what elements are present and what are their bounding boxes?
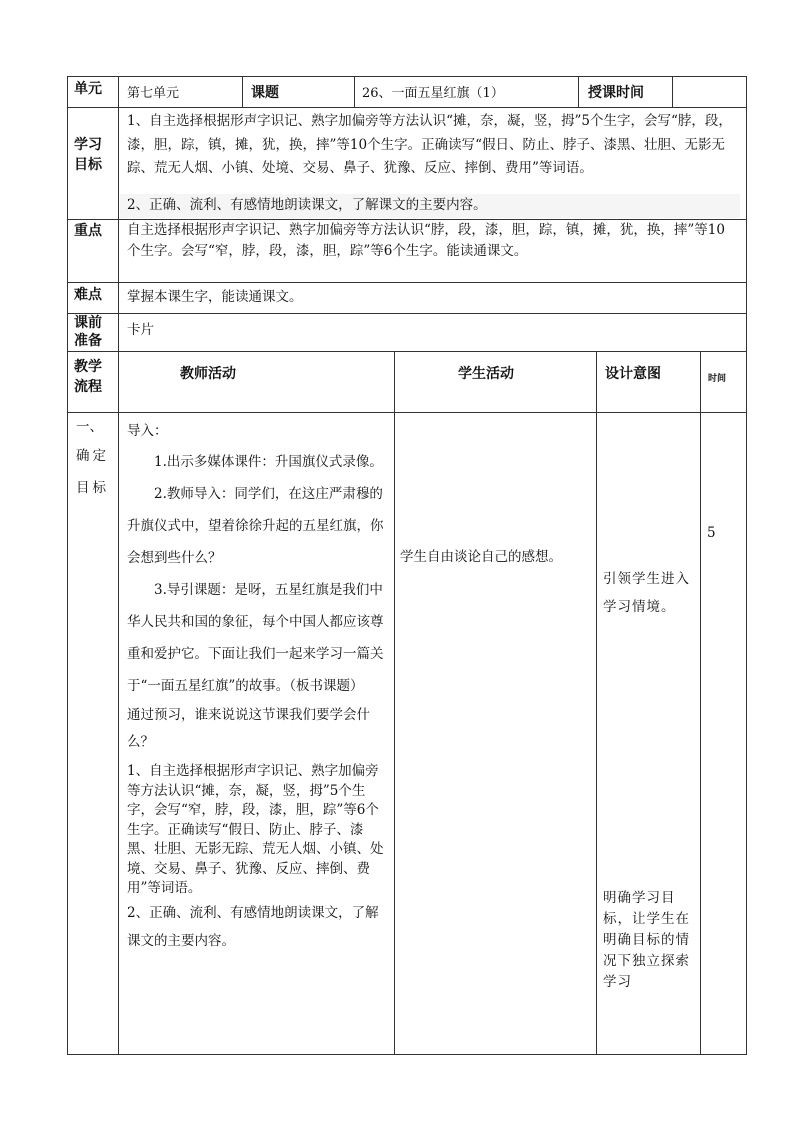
row-divider (67, 107, 747, 108)
col-divider (672, 76, 673, 107)
col-divider (242, 76, 243, 107)
teacher-activity-header: 教师活动 (180, 366, 236, 382)
section-time: 5 (707, 525, 716, 541)
table-border-bottom (67, 1054, 747, 1055)
row-divider (67, 412, 747, 413)
teacher-step-2: 2.教师导入：同学们，在这庄严肃穆的升旗仪式中，望着徐徐升起的五星红旗，你会想到些什么？ (127, 486, 384, 566)
teacher-activity (127, 420, 389, 955)
design-intent-header: 设计意图 (605, 366, 661, 382)
difficulty-label: 难点 (74, 287, 102, 303)
table-border-top (67, 76, 747, 77)
row-divider (67, 351, 747, 352)
col-divider (596, 351, 597, 1055)
student-activity: 学生自由谈论自己的感想。 (400, 549, 562, 565)
col-divider (118, 76, 119, 1055)
table-border-right (746, 76, 747, 1055)
time-label: 授课时间 (588, 85, 644, 101)
teacher-step-3: 3.导引课题：是呀，五星红旗是我们中华人民共和国的象征，每个中国人都应该尊重和爱护它。下面让我们一起来学习一篇关于“一面五星红旗”的故事。（板书课题） (127, 582, 384, 694)
preparation-text: 卡片 (127, 322, 154, 338)
key-points-text: 自主选择根据形声字识记、熟字加偏旁等方法认识“脖，段，漆，胆，踪，镇，摊，犹，换，摔”等10个生字。会写“窄，脖，段，漆，胆，踪”等6个生字。能读通课文。 (127, 222, 725, 259)
goals-item-2: 2、正确、流利、有感情地朗读课文，了解课文的主要内容。 (120, 194, 740, 218)
topic-value: 26、一面五星红旗（1） (362, 86, 504, 101)
stage-line-2: 确定 (76, 448, 109, 464)
col-divider (578, 76, 579, 107)
teacher-goal-1: 1、自主选择根据形声字识记、熟字加偏旁等方法认识“摊，奈，凝，竖，拇”5个生字，会写“窄，脖，段，漆，胆，踪”等6个生字。正确读写“假日、防止、脖子、漆黑、壮胆、无影无踪、荒无人烟、小镇、处境、交易、鼻子、犹豫、反应、摔倒、费用”等词语。 (127, 763, 384, 896)
topic-label: 课题 (251, 85, 279, 101)
stage-line-3: 目标 (76, 480, 109, 496)
goals-label: 学习目标 (74, 137, 102, 173)
goals-item-1: 1、自主选择根据形声字识记、熟字加偏旁等方法认识“摊，奈，凝，竖，拇”5个生字，会写“脖，段，漆，胆，踪，镇，摊，犹，换，摔”等10个生字。正确读写“假日、防止、脖子、漆黑、壮胆、无影无踪、荒无人烟、小镇、处境、交易、鼻子、犹豫、反应、摔倒、费用”等词语。 (127, 113, 732, 176)
col-divider (354, 76, 355, 107)
flow-label: 教学流程 (74, 359, 102, 395)
teacher-goal-2: 2、正确、流利、有感情地朗读课文，了解课文的主要内容。 (127, 904, 379, 949)
preparation-label: 课前准备 (74, 315, 102, 349)
unit-label: 单元 (74, 81, 102, 97)
student-activity-header: 学生活动 (458, 366, 514, 382)
table-border-left (67, 76, 68, 1055)
col-divider (700, 351, 701, 1055)
stage-line-1: 一、 (76, 419, 103, 435)
teacher-question: 通过预习，谁来说说这节课我们要学会什么？ (127, 707, 370, 750)
key-points-label: 重点 (74, 223, 102, 239)
design-intent-2: 明确学习目标，让学生在明确目标的情况下独立探索学习 (603, 890, 690, 990)
time-header: 时间 (708, 374, 727, 384)
design-intent-1: 引领学生进入学习情境。 (603, 571, 690, 615)
difficulty-text: 掌握本课生字，能读通课文。 (127, 289, 303, 305)
row-divider (67, 313, 747, 314)
teacher-intro: 导入： (127, 423, 168, 439)
teacher-step-1: 1.出示多媒体课件：升国旗仪式录像。 (154, 454, 383, 470)
unit-value: 第七单元 (127, 86, 180, 101)
row-divider (67, 282, 747, 283)
col-divider (394, 351, 395, 1055)
